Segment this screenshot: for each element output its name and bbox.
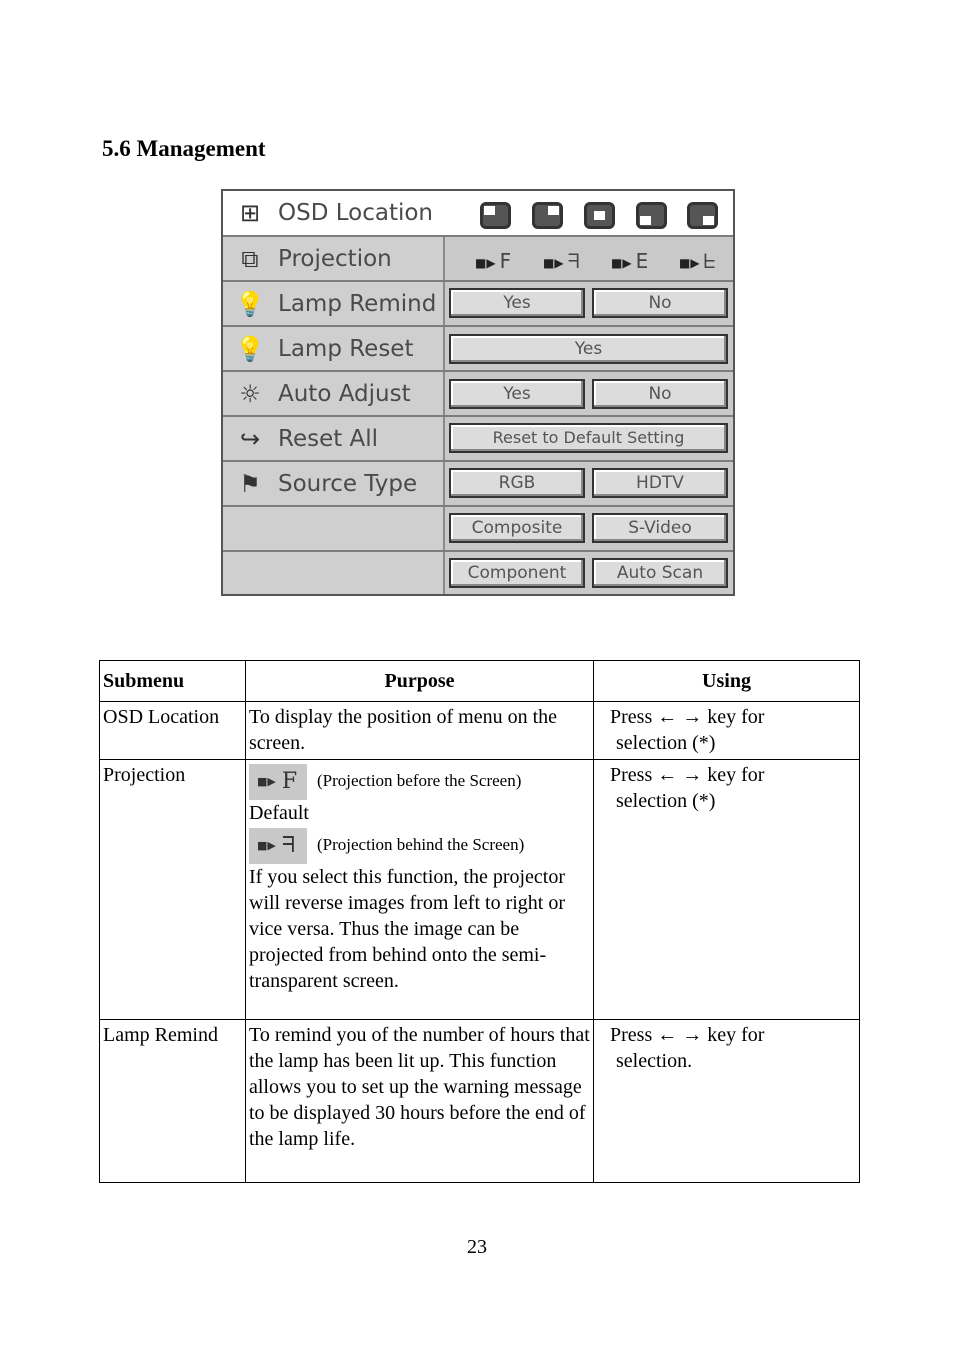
source-composite-button[interactable]: Composite [449, 513, 585, 543]
header-submenu: Submenu [100, 661, 246, 702]
position-center-icon [584, 202, 615, 229]
lamp-reset-icon: 💡 [235, 334, 265, 363]
table-row [100, 702, 860, 760]
reset-all-icon: ↪ [239, 424, 261, 453]
table-row [100, 760, 860, 1020]
auto-adjust-yes-button[interactable]: Yes [449, 379, 585, 409]
projection-ceiling-front-icon: ■▶ E [611, 249, 649, 273]
projection-rear-icon: ■▶ ᖷ [249, 828, 307, 864]
osd-row-label: Lamp Reset [278, 335, 414, 362]
using-cell: Press ← → key for selection (*) [594, 760, 860, 1020]
purpose-cell: To display the position of menu on the screen. [246, 702, 594, 760]
osd-management-menu [221, 189, 735, 596]
osd-row-label: OSD Location [278, 200, 434, 226]
lamp-remind-no-button[interactable]: No [592, 288, 728, 318]
table-header-row [100, 661, 860, 702]
osd-row-label: Reset All [278, 425, 379, 452]
osd-row-projection [223, 237, 733, 282]
osd-row-source-type [223, 462, 733, 507]
osd-row-label: Auto Adjust [278, 380, 411, 407]
using-cell: Press ← → key for selection (*) [594, 702, 860, 760]
lamp-remind-yes-button[interactable]: Yes [449, 288, 585, 318]
auto-adjust-icon: ☼ [239, 379, 261, 408]
osd-row-lamp-remind [223, 282, 733, 327]
page-number: 23 [467, 1236, 487, 1258]
osd-row-lamp-reset [223, 327, 733, 372]
osd-row-auto-adjust [223, 372, 733, 417]
source-rgb-button[interactable]: RGB [449, 468, 585, 498]
osd-row-reset-all [223, 417, 733, 462]
projection-rear-icon: ■▶ ᖷ [543, 249, 580, 273]
section-heading: 5.6 Management [102, 136, 266, 161]
source-s-video-button[interactable]: S-Video [592, 513, 728, 543]
position-top-left-icon [480, 202, 511, 229]
submenu-cell: OSD Location [100, 702, 246, 760]
purpose-cell: To remind you of the number of hours that the lamp has been lit up. This function allows you to set up the warning message to be displayed 30 hours before the end of the lamp life. [246, 1020, 594, 1183]
source-hdtv-button[interactable]: HDTV [592, 468, 728, 498]
header-purpose: Purpose [246, 661, 594, 702]
source-type-icon: ⚑ [239, 469, 261, 498]
submenu-cell: Projection [100, 760, 246, 1020]
submenu-cell: Lamp Remind [100, 1020, 246, 1183]
osd-location-icon: ⊞ [239, 199, 261, 227]
purpose-cell: ■▶ F (Projection before the Screen) Default ■▶ ᖷ (Projection behind the Screen) If you select this function, the projector will reverse images from left to right or vice versa. Thus the image can be projected from behind onto the semi-transparent screen. [246, 760, 594, 1020]
lamp-remind-icon: 💡 [235, 289, 265, 318]
position-bottom-left-icon [636, 202, 667, 229]
table-row [100, 1020, 860, 1183]
source-component-button[interactable]: Component [449, 558, 585, 588]
using-cell: Press ← → key for selection. [594, 1020, 860, 1183]
projection-front-icon: ■▶ F [249, 764, 307, 800]
osd-row-source-type-2 [223, 507, 733, 552]
reset-to-default-button[interactable]: Reset to Default Setting [449, 423, 728, 453]
osd-row-label: Source Type [278, 470, 418, 497]
header-using: Using [594, 661, 860, 702]
projection-icon: ⧉ [241, 244, 259, 273]
osd-row-label: Lamp Remind [278, 290, 437, 317]
position-bottom-right-icon [687, 202, 718, 229]
submenu-table [99, 660, 860, 1183]
projection-front-icon: ■▶ F [475, 249, 512, 273]
lamp-reset-yes-button[interactable]: Yes [449, 334, 728, 364]
projection-ceiling-rear-icon: ■▶ ᖶ [679, 249, 716, 273]
auto-adjust-no-button[interactable]: No [592, 379, 728, 409]
position-top-right-icon [532, 202, 563, 229]
source-auto-scan-button[interactable]: Auto Scan [592, 558, 728, 588]
osd-row-osd-location [223, 191, 733, 237]
osd-row-source-type-3 [223, 552, 733, 594]
osd-row-label: Projection [278, 245, 392, 272]
